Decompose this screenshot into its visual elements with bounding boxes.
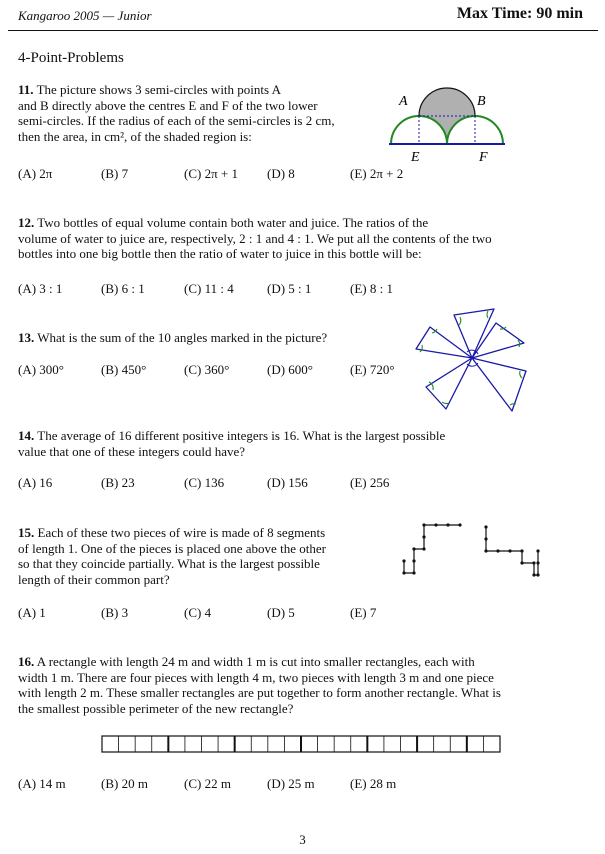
long-rectangle-figure	[100, 733, 504, 755]
option-b[interactable]: (B) 23	[101, 475, 135, 490]
angle-mark-1	[459, 317, 461, 325]
option-d[interactable]: (D) 25 m	[267, 776, 315, 791]
semicircles-figure	[385, 85, 510, 165]
question-11-line-3: semi-circles. If the radius of each of the semi-circles is 2 cm,	[18, 113, 335, 128]
question-16-line-1: 16. A rectangle with length 24 m and width 1 m is cut into smaller rectangles, each with	[18, 654, 475, 669]
option-a[interactable]: (A) 16	[18, 475, 53, 490]
option-b[interactable]: (B) 3	[101, 605, 129, 620]
page-number: 3	[299, 832, 306, 847]
question-12-line-3: bottles into one big bottle then the ratio of water to juice in this bottle will be:	[18, 246, 422, 261]
question-11-options	[18, 166, 403, 182]
option-a[interactable]: (A) 14 m	[18, 776, 66, 791]
wire-right	[486, 527, 538, 575]
wire-left-nodes	[402, 523, 461, 574]
wire-pieces-figure	[398, 515, 548, 585]
question-11-line-2: and B directly above the centres E and F of the two lower	[18, 97, 318, 113]
question-16-line-4: the smallest possible perimeter of the new rectangle?	[18, 700, 294, 716]
question-13	[18, 330, 398, 346]
option-b[interactable]: (B) 450°	[101, 362, 147, 377]
question-14-options	[18, 475, 389, 491]
option-b[interactable]: (B) 20 m	[101, 776, 148, 791]
question-13-options	[18, 362, 395, 378]
angle-mark-5	[520, 371, 522, 378]
question-11-line-4: then the area, in cm², of the shaded region is:	[18, 128, 252, 144]
question-15-line-3: so that they coincide partially. What is the largest possible	[18, 556, 320, 571]
option-e[interactable]: (E) 720°	[350, 362, 395, 377]
option-d[interactable]: (D) 600°	[267, 362, 313, 377]
question-14-line-2: value that one of these integers could have?	[18, 443, 246, 459]
label-a: A	[399, 94, 408, 109]
pinwheel-figure	[412, 305, 537, 415]
label-f: F	[479, 150, 488, 165]
option-a[interactable]: (A) 2π	[18, 166, 53, 181]
option-d[interactable]: (D) 156	[267, 475, 308, 490]
question-15-number: 15.	[18, 525, 35, 540]
header-divider	[8, 30, 598, 31]
question-13-number: 13.	[18, 330, 35, 345]
question-16-number: 16.	[18, 654, 35, 669]
option-b[interactable]: (B) 7	[101, 166, 129, 181]
wire-right-path	[486, 527, 538, 575]
option-a[interactable]: (A) 1	[18, 605, 46, 620]
label-e: E	[411, 150, 420, 165]
option-e[interactable]: (E) 256	[350, 475, 390, 490]
question-14-number: 14.	[18, 428, 35, 443]
header-max-time: Max Time: 90 min	[456, 5, 583, 22]
option-b[interactable]: (B) 6 : 1	[101, 281, 145, 296]
angle-mark-9	[420, 345, 422, 352]
option-c[interactable]: (C) 4	[184, 605, 212, 620]
question-15	[18, 525, 378, 587]
question-14	[18, 428, 578, 459]
angle-mark-4	[518, 340, 520, 347]
option-c[interactable]: (C) 136	[184, 475, 225, 490]
option-a[interactable]: (A) 300°	[18, 362, 64, 377]
option-d[interactable]: (D) 5 : 1	[267, 281, 312, 296]
question-12	[18, 215, 598, 262]
question-16-line-2: width 1 m. There are four pieces with length 4 m, two pieces with length 3 m and one piece	[18, 669, 494, 685]
question-16-line-3: with length 2 m. These smaller rectangles are put together to form another rectangle. What is	[18, 685, 501, 700]
pinwheel-triangles	[416, 309, 526, 411]
question-14-line-1: 14. The average of 16 different positive integers is 16. What is the largest possible	[18, 428, 446, 443]
option-e[interactable]: (E) 7	[350, 605, 377, 620]
triangle-3	[472, 358, 526, 411]
option-c[interactable]: (C) 360°	[184, 362, 230, 377]
option-e[interactable]: (E) 8 : 1	[350, 281, 393, 296]
question-15-line-4: length of their common part?	[18, 571, 170, 587]
label-b: B	[477, 94, 486, 109]
option-c[interactable]: (C) 22 m	[184, 776, 231, 791]
option-e[interactable]: (E) 28 m	[350, 776, 397, 791]
question-12-line-2: volume of water to juice are, respectively, 2 : 1 and 4 : 1. We put all the contents of the two	[18, 230, 492, 246]
question-11-number: 11.	[18, 82, 34, 97]
section-title: 4-Point-Problems	[18, 50, 124, 66]
option-d[interactable]: (D) 5	[267, 605, 295, 620]
question-16-options	[18, 776, 396, 792]
option-c[interactable]: (C) 11 : 4	[184, 281, 234, 296]
question-15-line-2: of length 1. One of the pieces is placed one above the other	[18, 540, 326, 556]
angle-mark-7	[442, 402, 449, 404]
question-15-options	[18, 605, 376, 621]
question-13-line-1: 13. What is the sum of the 10 angles marked in the picture?	[18, 330, 328, 345]
question-12-number: 12.	[18, 215, 35, 230]
option-a[interactable]: (A) 3 : 1	[18, 281, 63, 296]
wire-left	[404, 525, 460, 573]
option-d[interactable]: (D) 8	[267, 166, 295, 181]
header-title: Kangaroo 2005 — Junior	[18, 8, 152, 23]
question-11-line-1: 11. The picture shows 3 semi-circles with points A	[18, 82, 281, 97]
question-12-options	[18, 281, 393, 297]
angle-mark-2	[487, 311, 488, 318]
question-11	[18, 82, 368, 144]
rectangle-unit-marks	[119, 736, 484, 752]
question-16	[18, 654, 598, 716]
wire-left-path	[404, 525, 460, 573]
question-12-line-1: 12. Two bottles of equal volume contain both water and juice. The ratios of the	[18, 215, 429, 230]
option-e[interactable]: (E) 2π + 2	[350, 166, 404, 181]
option-c[interactable]: (C) 2π + 1	[184, 166, 238, 181]
triangle-4	[426, 358, 472, 409]
triangle-5	[416, 327, 472, 358]
question-15-line-1: 15. Each of these two pieces of wire is made of 8 segments	[18, 525, 326, 540]
angle-mark-6	[510, 404, 516, 405]
